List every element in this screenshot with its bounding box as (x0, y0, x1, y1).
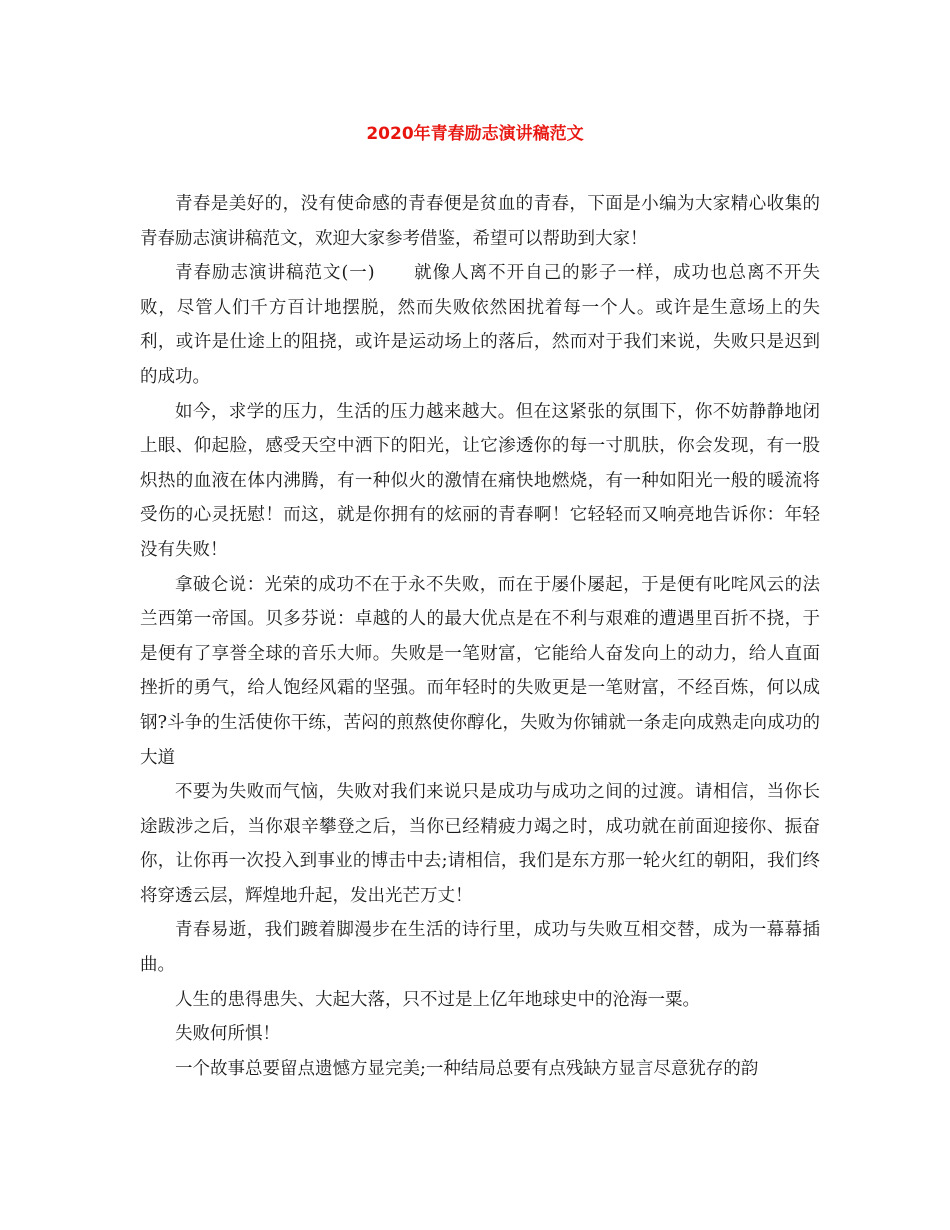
paragraph-fear-failure: 失败何所惧！ (175, 1024, 280, 1045)
paragraph-pressure: 如今，求学的压力，生活的压力越来越大。但在这紧张的氛围下，你不妨静静地闭上眼、仰起脸，感受天空中洒下的阳光，让它渗透你的每一寸肌肤，你会发现，有一股炽热的血液在体内沸腾，有一种似火的激情在痛快地燃烧，有一种如阳光一般的暖流将受伤的心灵抚慰！而这，就是你拥有的炫丽的青春啊！它轻轻而又响亮地告诉你：年轻没有失败！ (140, 401, 820, 560)
section-label: 青春励志演讲稿范文(一) (175, 263, 375, 284)
paragraph-life-ups-downs: 人生的患得患失、大起大落，只不过是上亿年地球史中的沧海一粟。 (175, 989, 700, 1010)
paragraph-transition: 不要为失败而气恼，失败对我们来说只是成功与成功之间的过渡。请相信，当你长途跋涉之后，当你艰辛攀登之后，当你已经精疲力竭之时，成功就在前面迎接你、振奋你，让你再一次投入到事业的博击中去;请相信，我们是东方那一轮火红的朝阳，我们终将穿透云层，辉煌地升起，发出光芒万丈！ (140, 782, 820, 906)
paragraph-story-regret: 一个故事总要留点遗憾方显完美;一种结局总要有点残缺方显言尽意犹存的韵 (175, 1058, 759, 1079)
document-title: 2020年青春励志演讲稿范文 (366, 124, 584, 144)
paragraph-intro: 青春是美好的，没有使命感的青春便是贫血的青春，下面是小编为大家精心收集的青春励志演讲稿范文，欢迎大家参考借鉴，希望可以帮助到大家！ (140, 194, 820, 249)
paragraph-youth-fleeting: 青春易逝，我们踱着脚漫步在生活的诗行里，成功与失败互相交替，成为一幕幕插曲。 (140, 920, 820, 976)
paragraph-failure-shadow: 就像人离不开自己的影子一样，成功也总离不开失败，尽管人们千方百计地摆脱，然而失败依然困扰着每一个人。或许是生意场上的失利，或许是仕途上的阻挠，或许是运动场上的落后，然而对于我们来说，失败只是迟到的成功。 (140, 263, 821, 387)
paragraph-section-one (140, 256, 820, 394)
paragraph-napoleon: 拿破仑说：光荣的成功不在于永不失败，而在于屡仆屡起，于是便有叱咤风云的法兰西第一帝国。贝多芬说：卓越的人的最大优点是在不利与艰难的遭遇里百折不挠，于是便有了享誉全球的音乐大师。失败是一笔财富，它能给人奋发向上的动力，给人直面挫折的勇气，给人饱经风霜的坚强。而年轻时的失败更是一笔财富，不经百炼，何以成钢?斗争的生活使你干练，苦闷的煎熬使你醇化，失败为你铺就一条走向成熟走向成功的大道 (140, 574, 820, 768)
document-body (140, 187, 820, 1086)
